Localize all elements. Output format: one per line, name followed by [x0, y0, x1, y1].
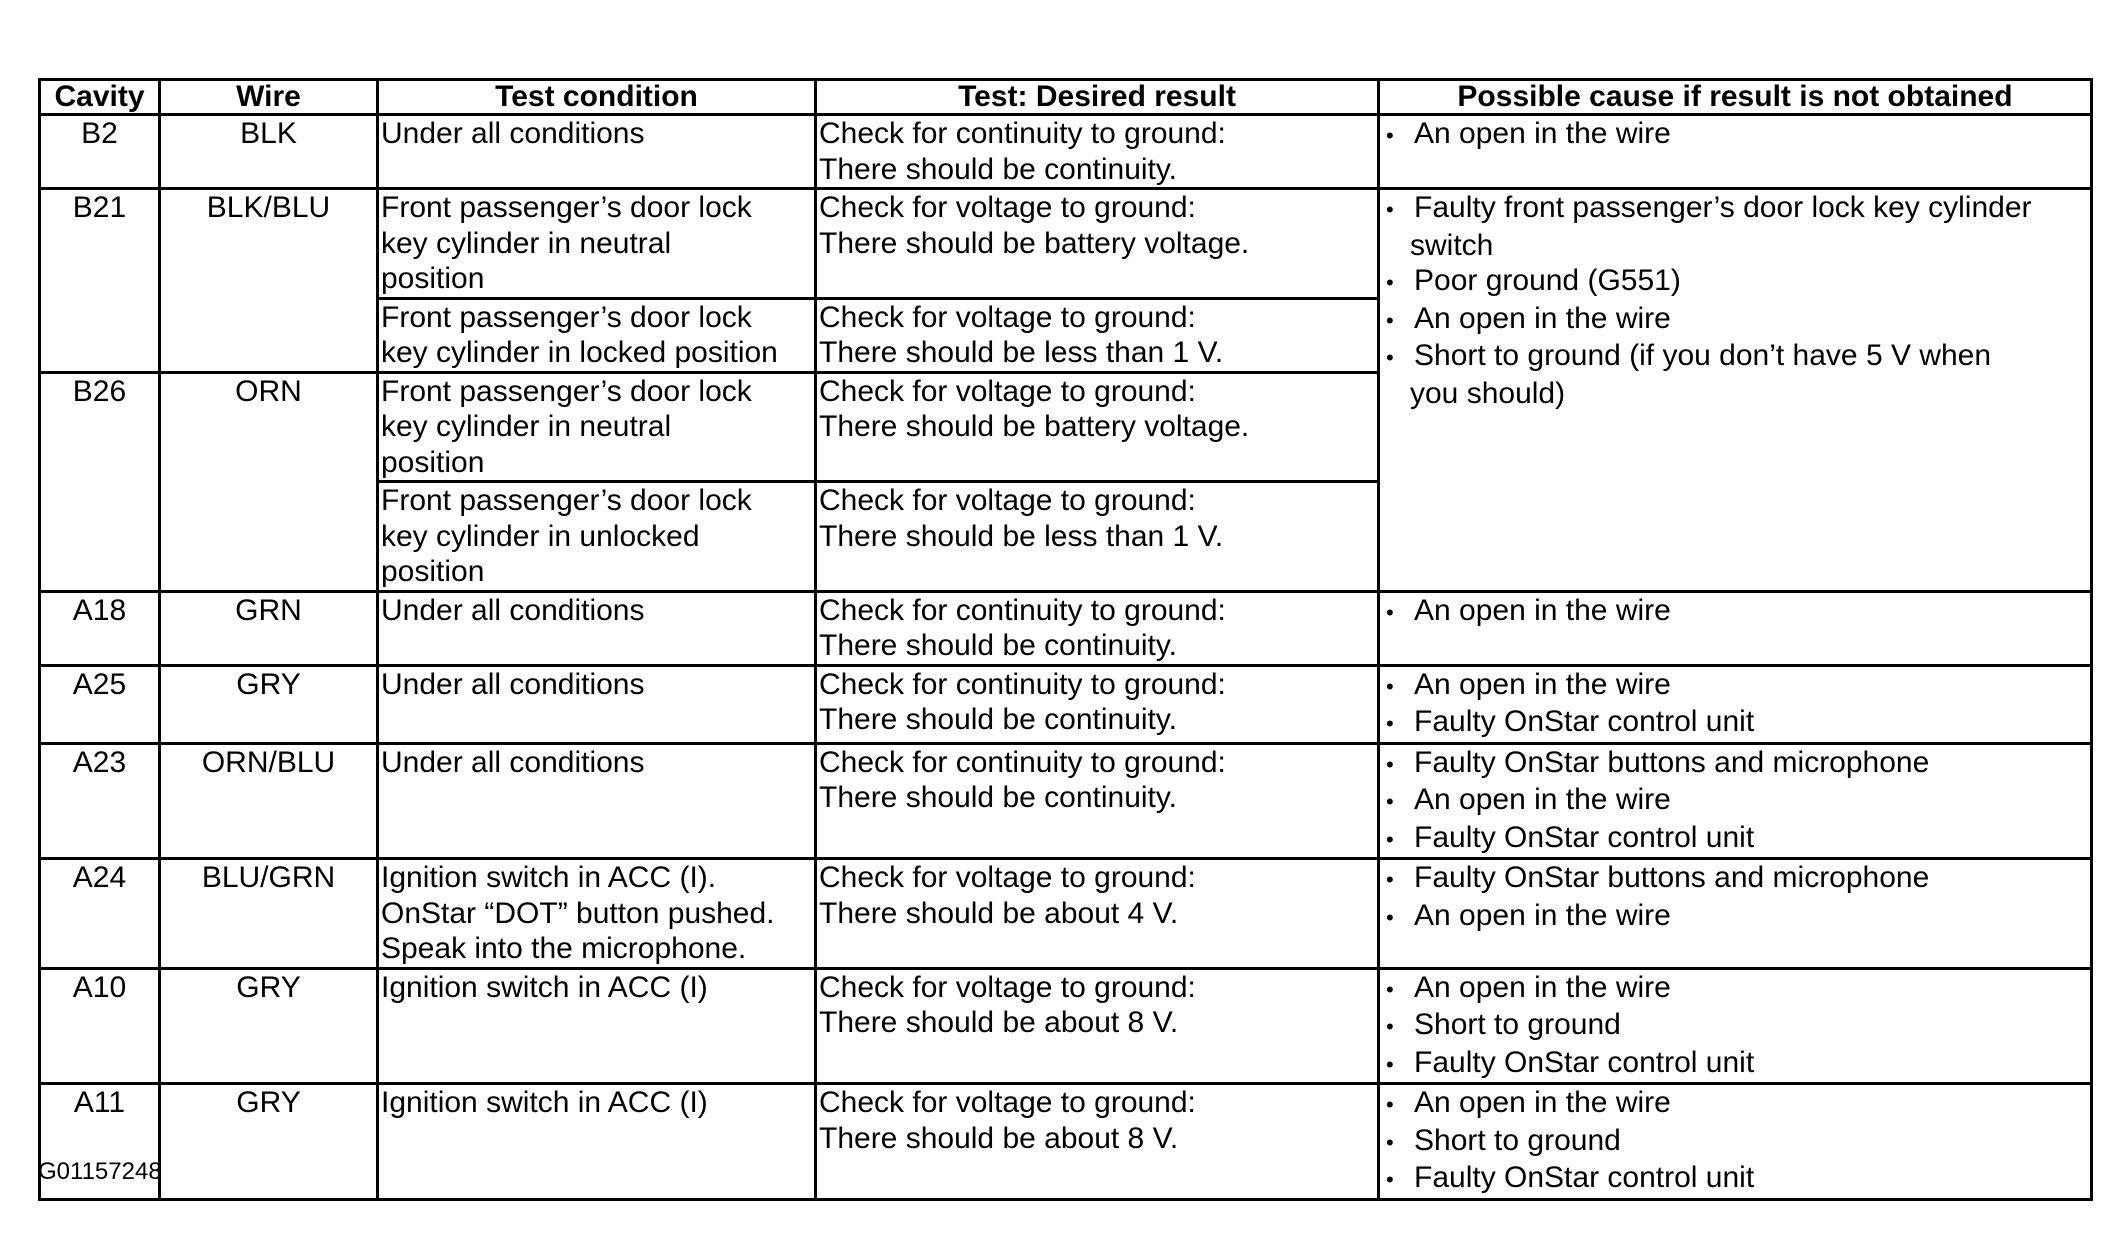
cell-line: Front passenger’s door lock [381, 374, 752, 408]
wire-cell: GRY [160, 1084, 378, 1200]
cause-line [1382, 1007, 2088, 1045]
cavity-cell: A18 [40, 591, 160, 665]
cell-line: OnStar “DOT” button pushed. [381, 896, 775, 930]
table-row [40, 189, 2092, 299]
cell-line: There should be about 8 V. [819, 1121, 1179, 1155]
cell-line: Check for voltage to ground: [819, 191, 1196, 224]
bullet-icon: • [1386, 1092, 1394, 1117]
cause-line [1382, 898, 2088, 936]
cell-line: position [381, 262, 485, 295]
cell-line: There should be continuity. [819, 781, 1177, 814]
cell-line: Check for continuity to ground: [819, 593, 1226, 627]
cell-line: Under all conditions [381, 117, 645, 150]
test-condition-cell [378, 298, 816, 372]
desired-result-cell [816, 189, 1379, 299]
cell-line: Check for continuity to ground: [819, 117, 1226, 150]
cell-line: Ignition switch in ACC (I) [381, 970, 708, 1004]
desired-result-cell [816, 298, 1379, 372]
figure-id: G01157248 [38, 1158, 162, 1185]
wire-cell: GRN [160, 591, 378, 665]
cell-line: position [381, 445, 485, 479]
bullet-icon: • [1386, 826, 1394, 852]
test-condition-cell [378, 189, 816, 299]
cell-line: There should be less than 1 V. [819, 519, 1224, 553]
possible-cause-cell [1379, 665, 2092, 743]
cause-text: An open in the wire [1414, 970, 1671, 1004]
table-body [40, 115, 2092, 1200]
test-condition-cell [378, 1084, 816, 1200]
cell-line: key cylinder in locked position [381, 336, 778, 369]
cell-line: There should be battery voltage. [819, 226, 1250, 260]
bullet-icon: • [1386, 307, 1394, 333]
cell-line: key cylinder in neutral [381, 410, 672, 443]
possible-cause-cell [1379, 115, 2092, 189]
header-wire: Wire [160, 80, 378, 115]
cause-text: Short to ground [1414, 1008, 1621, 1041]
test-condition-cell [378, 859, 816, 969]
cavity-cell: B26 [40, 372, 160, 591]
cause-text: Short to ground [1414, 1123, 1621, 1157]
cavity-cell: A10 [40, 968, 160, 1084]
table-row [40, 1084, 2092, 1200]
possible-cause-cell [1379, 189, 2092, 592]
wire-cell: GRY [160, 665, 378, 743]
test-condition-cell [378, 591, 816, 665]
wire-cell: GRY [160, 968, 378, 1084]
cause-text: An open in the wire [1414, 898, 1671, 932]
cavity-cell: A23 [40, 743, 160, 859]
cause-text: An open in the wire [1414, 783, 1671, 816]
cause-text: Faulty OnStar buttons and microphone [1414, 745, 1930, 779]
possible-cause-cell [1379, 591, 2092, 665]
table-row [40, 859, 2092, 969]
cavity-cell: A25 [40, 665, 160, 743]
bullet-icon: • [1386, 123, 1394, 148]
cause-text: An open in the wire [1414, 1086, 1671, 1119]
cavity-cell: A11 [40, 1084, 160, 1200]
possible-cause-cell [1379, 968, 2092, 1084]
desired-result-cell [816, 743, 1379, 859]
cell-line: Check for continuity to ground: [819, 745, 1226, 779]
cause-line [1382, 1160, 2088, 1198]
desired-result-cell [816, 372, 1379, 482]
cavity-cell: B2 [40, 115, 160, 189]
cell-line: Check for voltage to ground: [819, 300, 1196, 334]
desired-result-cell [816, 591, 1379, 665]
cell-line: Ignition switch in ACC (I) [381, 1086, 708, 1119]
cause-line [1382, 745, 2088, 783]
bullet-icon: • [1386, 345, 1394, 370]
bullet-icon: • [1386, 1051, 1394, 1077]
bullet-icon: • [1386, 789, 1394, 814]
cell-line: Under all conditions [381, 593, 645, 627]
possible-cause-cell [1379, 743, 2092, 859]
bullet-icon: • [1386, 711, 1394, 736]
cell-line: Under all conditions [381, 667, 645, 701]
cause-text: Poor ground (G551) [1414, 264, 1681, 297]
cell-line: Check for continuity to ground: [819, 667, 1226, 701]
bullet-icon: • [1386, 673, 1394, 699]
cell-line: key cylinder in neutral [381, 226, 672, 260]
cavity-cell: A24 [40, 859, 160, 969]
cause-line [1382, 263, 2088, 301]
cell-line: There should be about 8 V. [819, 1006, 1179, 1039]
bullet-icon: • [1386, 751, 1394, 777]
desired-result-cell [816, 968, 1379, 1084]
cell-line: There should be battery voltage. [819, 410, 1250, 443]
bullet-icon: • [1386, 904, 1394, 930]
test-condition-cell [378, 968, 816, 1084]
wire-cell: BLU/GRN [160, 859, 378, 969]
cell-line: Ignition switch in ACC (I). [381, 861, 717, 894]
cell-line: Check for voltage to ground: [819, 970, 1196, 1004]
cause-text: An open in the wire [1414, 117, 1671, 150]
possible-cause-cell [1379, 1084, 2092, 1200]
cause-text: Faulty OnStar control unit [1414, 1161, 1755, 1194]
test-condition-cell [378, 743, 816, 859]
table-row [40, 665, 2092, 743]
cause-text: An open in the wire [1414, 301, 1671, 335]
cause-line [1382, 338, 2088, 376]
cell-line: Front passenger’s door lock [381, 484, 752, 517]
header-cavity: Cavity [40, 80, 160, 115]
cause-text: An open in the wire [1414, 667, 1671, 701]
bullet-icon: • [1386, 1129, 1394, 1155]
cause-line [1382, 593, 2088, 631]
test-condition-cell [378, 115, 816, 189]
cause-line [1382, 667, 2088, 705]
cell-line: Check for voltage to ground: [819, 1086, 1196, 1119]
cause-line [1382, 376, 2088, 412]
table-row [40, 968, 2092, 1084]
cell-line: Under all conditions [381, 745, 645, 779]
possible-cause-cell [1379, 859, 2092, 969]
wire-cell: BLK/BLU [160, 189, 378, 373]
cause-line [1382, 782, 2088, 820]
cause-text: Faulty OnStar control unit [1414, 1045, 1755, 1079]
cause-line [1382, 1085, 2088, 1123]
desired-result-cell [816, 1084, 1379, 1200]
cause-line [1382, 1045, 2088, 1083]
cell-line: There should be continuity. [819, 152, 1177, 186]
cell-line: key cylinder in unlocked [381, 519, 700, 553]
table-row [40, 743, 2092, 859]
bullet-icon: • [1386, 976, 1394, 1002]
cause-line [1382, 301, 2088, 339]
wiring-test-sheet [38, 78, 2090, 1201]
bullet-icon: • [1386, 599, 1394, 625]
cause-text: An open in the wire [1414, 593, 1671, 627]
wire-cell: ORN [160, 372, 378, 591]
cell-line: Check for voltage to ground: [819, 484, 1196, 517]
desired-result-cell [816, 665, 1379, 743]
test-condition-cell [378, 482, 816, 592]
cause-line [1382, 704, 2088, 742]
wire-cell: BLK [160, 115, 378, 189]
header-test-condition: Test condition [378, 80, 816, 115]
wiring-test-table [38, 78, 2093, 1201]
cavity-cell: B21 [40, 189, 160, 373]
cause-text: Faulty OnStar buttons and microphone [1414, 861, 1930, 894]
header-row [40, 80, 2092, 115]
cell-line: There should be less than 1 V. [819, 336, 1224, 369]
cell-line: position [381, 555, 485, 588]
cell-line: There should be continuity. [819, 703, 1177, 736]
test-condition-cell [378, 665, 816, 743]
header-possible-cause: Possible cause if result is not obtained [1379, 80, 2092, 115]
header-desired-result: Test: Desired result [816, 80, 1379, 115]
cause-text: you should) [1410, 376, 1566, 410]
cell-line: There should be about 4 V. [819, 896, 1179, 930]
bullet-icon: • [1386, 1014, 1394, 1039]
bullet-icon: • [1386, 867, 1394, 892]
cause-line [1382, 970, 2088, 1008]
cause-line [1382, 228, 2088, 264]
desired-result-cell [816, 859, 1379, 969]
cause-line [1382, 820, 2088, 858]
cause-line [1382, 116, 2088, 154]
bullet-icon: • [1386, 197, 1394, 222]
desired-result-cell [816, 482, 1379, 592]
test-condition-cell [378, 372, 816, 482]
cell-line: Speak into the microphone. [381, 932, 747, 965]
cause-text: Faulty OnStar control unit [1414, 820, 1755, 854]
cell-line: Check for voltage to ground: [819, 374, 1196, 408]
cause-text: Faulty front passenger’s door lock key cylinder [1414, 191, 2032, 224]
cell-line: Check for voltage to ground: [819, 861, 1196, 894]
table-row [40, 591, 2092, 665]
bullet-icon: • [1386, 270, 1394, 295]
cell-line: Front passenger’s door lock [381, 191, 752, 224]
cause-text: Faulty OnStar control unit [1414, 705, 1755, 738]
cause-text: Short to ground (if you don’t have 5 V when [1414, 339, 1992, 372]
cause-line [1382, 1123, 2088, 1161]
bullet-icon: • [1386, 1167, 1394, 1192]
cause-text: switch [1410, 228, 1494, 262]
cell-line: There should be continuity. [819, 629, 1177, 662]
cause-line [1382, 860, 2088, 898]
desired-result-cell [816, 115, 1379, 189]
cell-line: Front passenger’s door lock [381, 300, 752, 334]
table-row [40, 115, 2092, 189]
wire-cell: ORN/BLU [160, 743, 378, 859]
cause-line [1382, 190, 2088, 228]
